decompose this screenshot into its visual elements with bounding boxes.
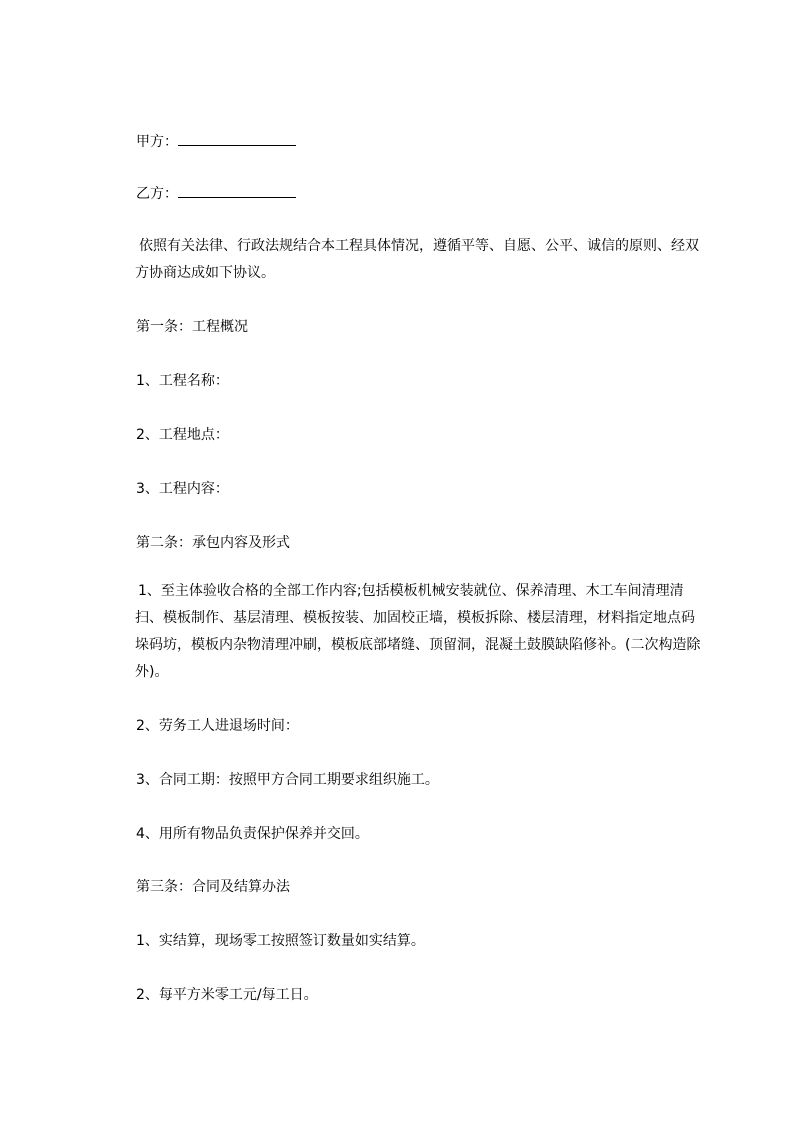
party-b-line — [136, 185, 296, 203]
article2-item3: 3、合同工期：按照甲方合同工期要求组织施工。 — [136, 772, 439, 788]
article3-item1: 1、实结算，现场零工按照签订数量如实结算。 — [136, 933, 425, 949]
party-b-blank — [178, 185, 296, 198]
party-a-label: 甲方： — [136, 134, 178, 150]
party-a-blank — [178, 133, 296, 146]
article2-title: 第二条：承包内容及形式 — [136, 535, 290, 551]
article2-item1: 1、至主体验收合格的全部工作内容;包括模板机械安装就位、保养清理、木工车间清理清扫、模板制作、基层清理、模板按装、加固校正墙，模板拆除、楼层清理，材料指定地点码垛码坊，模板内杂物清理冲刷，模板底部堵缝、顶留洞，混凝土鼓膜缺陷修补。(二次构造除外)。 — [135, 583, 701, 680]
article2-item2: 2、劳务工人进退场时间： — [136, 718, 299, 734]
party-a-line — [136, 133, 296, 151]
article1-title: 第一条：工程概况 — [136, 319, 248, 335]
article1-item2: 2、工程地点： — [136, 427, 229, 443]
article3-item2: 2、每平方米零工元/每工日。 — [136, 987, 318, 1003]
article1-item1: 1、工程名称： — [136, 373, 229, 389]
article2-item4: 4、用所有物品负责保护保养并交回。 — [136, 826, 369, 842]
party-b-label: 乙方： — [136, 186, 178, 202]
article3-title: 第三条：合同及结算办法 — [136, 879, 290, 895]
intro-paragraph: 依照有关法律、行政法规结合本工程具体情况，遵循平等、自愿、公平、诚信的原则、经双方协商达成如下协议。 — [135, 238, 699, 281]
article1-item3: 3、工程内容： — [136, 481, 229, 497]
